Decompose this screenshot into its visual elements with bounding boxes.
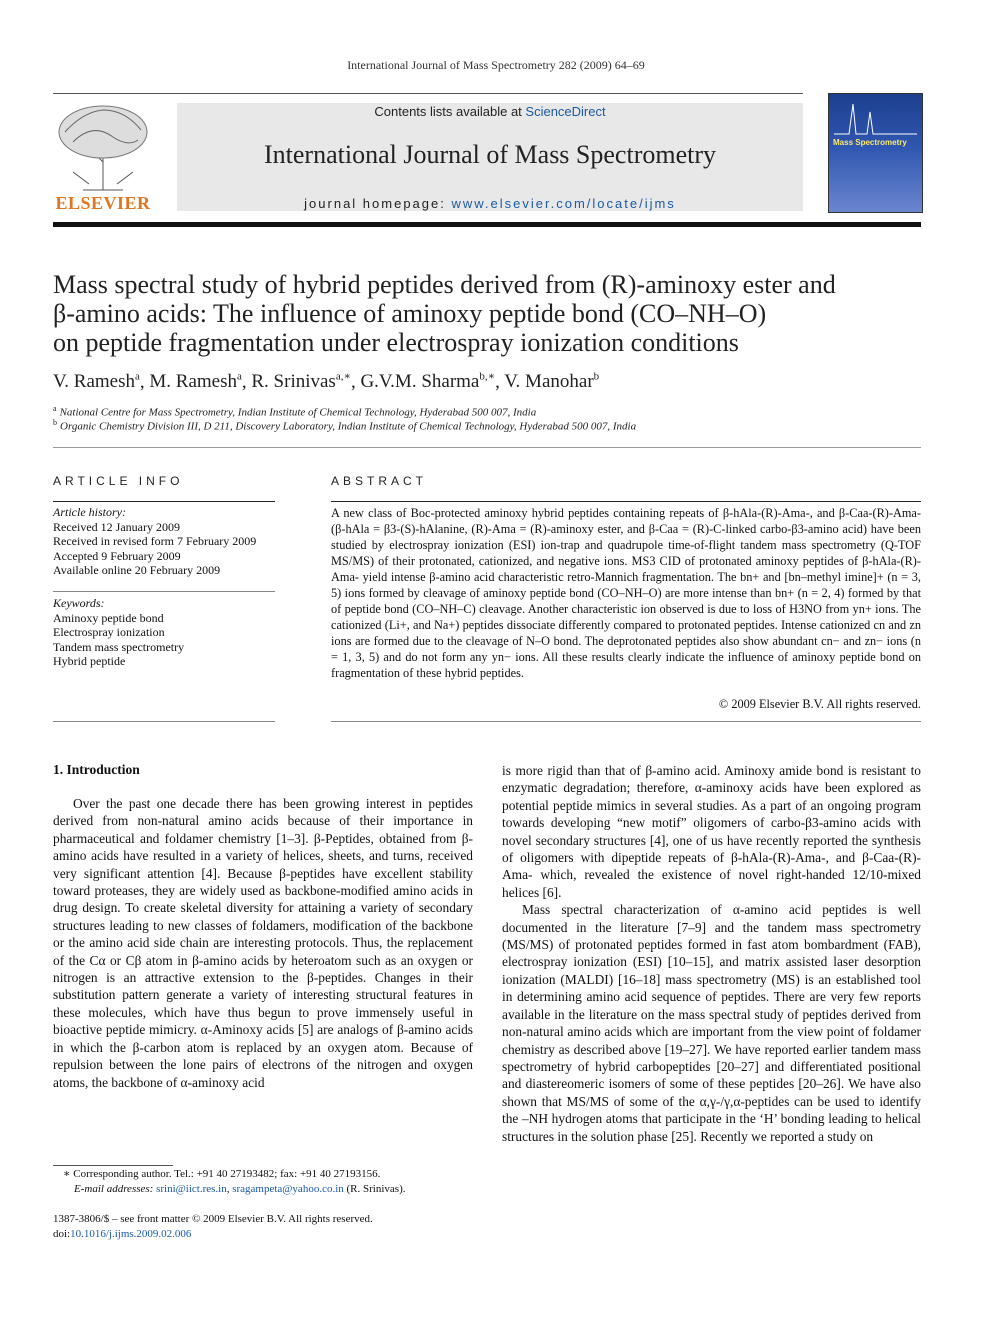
corresponding-line: ∗ Corresponding author. Tel.: +91 40 27193482; fax: +91 40 27193156.: [63, 1168, 381, 1180]
corresponding-author-note: [53, 1167, 473, 1196]
abstract-rule-top: [331, 501, 921, 502]
author: V. Ramesh$^a$: [53, 371, 140, 393]
abstract-label: ABSTRACT: [331, 474, 428, 488]
paragraph: Over the past one decade there has been growing interest in peptides derived from non-natural amino acids because of their importance in pharmaceutical and foldamer chemistry [1–3]. β-Peptides, obtained from β-amino acids have resulted in a variety of helices, sheets, and turns, received very significant attention [4]. Because β-peptides have excellent stability toward proteases, they are widely used as backbone-modified amino acids in drug design. To create skeletal diversity for attaining a variety of secondary structures leading to new classes of foldamers, modification of the backbone or the amino acid side chain are interesting protocols. Thus, the replacement of the Cα or Cβ atom in β-amino acids by heteroatom such as an oxygen or nitrogen is an attractive extension to the β-peptides. Changes in their substitution pattern generate a variety of interesting structural features in these molecules, which have thus begun to prove immensely useful in bioactive peptide mimicry. α-Aminoxy acids [5] are analogs of β-amino acids in which the β-carbon atom is replaced by an oxygen atom. Because of repulsion between the lone pairs of electrons of the nitrogen and oxygen atoms, the backbone of α-aminoxy acid: [53, 796, 473, 1090]
issn-doi: [53, 1212, 473, 1241]
section-divider: [53, 447, 921, 448]
sciencedirect-link[interactable]: ScienceDirect: [525, 104, 606, 119]
abstract-copyright: © 2009 Elsevier B.V. All rights reserved.: [718, 697, 921, 711]
header-thick-rule: [53, 222, 921, 227]
publisher-wordmark: ELSEVIER: [55, 193, 151, 213]
homepage-prefix: journal homepage:: [304, 196, 452, 211]
history-item: Accepted 9 February 2009: [53, 548, 181, 563]
article-history: [53, 505, 275, 578]
paragraph: Mass spectral characterization of α-amino acid peptides is well documented in the literature [7–9] and the tandem mass spectrometry (MS/MS) of protonated peptides formed in fast atom bombardment (FAB), electrospray ionization (ESI) [10–15], and matrix assisted laser desorption ionization (MALDI) [16–18] mass spectrometry (MS) is an established tool in determining amino acid sequence of peptides. There are very few reports available in the literature on the mass spectral study of peptides derived from non-natural amino acids which are important from the view point of foldamer chemistry as described above [19–27]. We have reported earlier tandem mass spectrometry of hybrid carbopeptides [20–27] and differentiated positional and diastereomeric isomers of some of these peptides [20–26]. We have also shown that MS/MS of some of the α,γ-/γ,α-peptides can be used to identify the –NH hydrogen atoms that participate in the ‘H’ bonding leading to helical structures in the solution phase [25]. Recently we reported a study on: [502, 902, 921, 1144]
email-link[interactable]: srini@iict.res.in: [156, 1182, 227, 1195]
title-line-1: Mass spectral study of hybrid peptides derived from (R)-aminoxy ester and: [53, 270, 836, 299]
elsevier-tree-icon: [53, 102, 153, 192]
abstract-rule-bottom: [331, 721, 921, 722]
footnote-rule: [53, 1165, 173, 1166]
title-line-2: β-amino acids: The influence of aminoxy peptide bond (CO–NH–O): [53, 299, 767, 328]
journal-cover: [828, 93, 923, 213]
keyword-item: Tandem mass spectrometry: [53, 639, 185, 654]
keywords-heading: Keywords:: [53, 596, 105, 610]
journal-title: International Journal of Mass Spectrometry: [264, 140, 716, 169]
author: M. Ramesh$^a$: [149, 371, 242, 393]
history-item: Received 12 January 2009: [53, 519, 180, 534]
journal-citation: International Journal of Mass Spectrometry 282 (2009) 64–69: [347, 58, 645, 72]
body-column-left: [53, 795, 473, 1091]
section-heading-introduction: 1. Introduction: [53, 762, 140, 777]
affiliation-b: $^b$ Organic Chemistry Division III, D 211, Discovery Laboratory, Indian Institute of Chemical Technology, Hyderabad 500 007, India: [53, 418, 637, 433]
keyword-item: Electrospray ionization: [53, 625, 165, 639]
email-link[interactable]: sragampeta@yahoo.co.in: [232, 1182, 344, 1195]
body-column-right: [502, 762, 921, 1145]
title-line-3: on peptide fragmentation under electrospray ionization conditions: [53, 328, 739, 357]
contents-line: [177, 104, 803, 119]
cover-title: Mass Spectrometry: [833, 138, 907, 147]
paragraph: is more rigid than that of β-amino acid. Aminoxy amide bond is resistant to enzymatic degradation; therefore, α-aminoxy acids have been explored as potential peptide mimics in several studies. As a part of an ongoing program towards developing “new motif” oligomers of carbo-β3-amino acids with novel secondary structures [4], one of us have recently reported the synthesis of oligomers with dipeptide repeats of β-hAla-(R)-Ama-, and β-Caa-(R)-Ama- which, revealed the existence of novel right-handed 12/10-mixed helices [6].: [502, 763, 921, 900]
homepage-link[interactable]: www.elsevier.com/locate/ijms: [451, 196, 676, 211]
email-line: E-mail addresses: srini@iict.res.in, sragampeta@yahoo.co.in (R. Srinivas).: [74, 1182, 406, 1195]
keyword-item: Hybrid peptide: [53, 654, 126, 668]
issn-line: 1387-3806/$ – see front matter © 2009 Elsevier B.V. All rights reserved.: [53, 1213, 373, 1225]
info-rule-top: [53, 501, 275, 502]
journal-homepage: [177, 196, 803, 211]
article-info-label: ARTICLE INFO: [53, 474, 184, 488]
elsevier-logo: [53, 102, 153, 214]
author: G.V.M. Sharma$^{b,∗}$: [360, 371, 496, 393]
info-rule-bottom: [53, 721, 275, 722]
keyword-item: Aminoxy peptide bond: [53, 610, 164, 625]
keywords: [53, 596, 275, 669]
author-list: V. Ramesh$^a$, M. Ramesh$^a$, R. Srinivas$^{a,∗}$, G.V.M. Sharma$^{b,∗}$, V. Manohar$^b$: [53, 371, 600, 393]
history-item: Available online 20 February 2009: [53, 563, 221, 577]
author: R. Srinivas$^{a,∗}$: [251, 371, 351, 393]
history-item: Received in revised form 7 February 2009: [53, 534, 257, 548]
history-heading: Article history:: [53, 505, 126, 519]
doi-line: doi:10.1016/j.ijms.2009.02.006: [53, 1227, 192, 1240]
header-top-rule: [53, 93, 803, 94]
article-title: [53, 270, 933, 357]
cover-spectrum-icon: [829, 94, 922, 212]
contents-prefix: Contents lists available at: [374, 104, 526, 119]
doi-link[interactable]: 10.1016/j.ijms.2009.02.006: [70, 1227, 192, 1240]
affiliation-a: $^a$ National Centre for Mass Spectrometry, Indian Institute of Chemical Technology, Hyderabad 500 007, India: [53, 404, 537, 419]
author: V. Manohar$^b$: [504, 371, 600, 393]
info-rule-mid: [53, 591, 275, 592]
abstract-text: A new class of Boc-protected aminoxy hybrid peptides containing repeats of β-hAla-(R)-Ama-, and β-Caa-(R)-Ama- (β-hAla = β3-(S)-hAlanine, (R)-Ama = (R)-aminoxy ester, and β-Caa = (R)-C-linked carbo-β3-amino acid) have been studied by electrospray ionization (ESI) ion-trap and quadrupole time-of-flight tandem mass spectrometry (Q-TOF MS/MS) of their protonated, cationized, and negative ions. MS3 CID of protonated aminoxy peptides of β-hAla-(R)-Ama- yield intense β-amino acid characteristic retro-Mannich fragmentation. The bn+ and [bn–methyl imine]+ (n = 3, 5) ions formed by cleavage of aminoxy peptide bond (CO–NH–O) are more intense than bn+ (n = 2, 4) formed by that of peptide bond (CO–NH–C) cleavage. Another characteristic ion observed is due to loss of H3NO from yn+ ions. The cationized (Li+, and Na+) peptides dissociate differently compared to protonated peptides. Intense cationized cn and zn ions are formed due to the cleavage of N–O bond. The deprotonated peptides also show abundant cn− and zn− ions (n = 1, 3, 5) and do not form any yn− ions. All these results clearly indicate the influence of aminoxy peptide bond on fragmentation of these hybrid peptides.: [331, 506, 921, 680]
